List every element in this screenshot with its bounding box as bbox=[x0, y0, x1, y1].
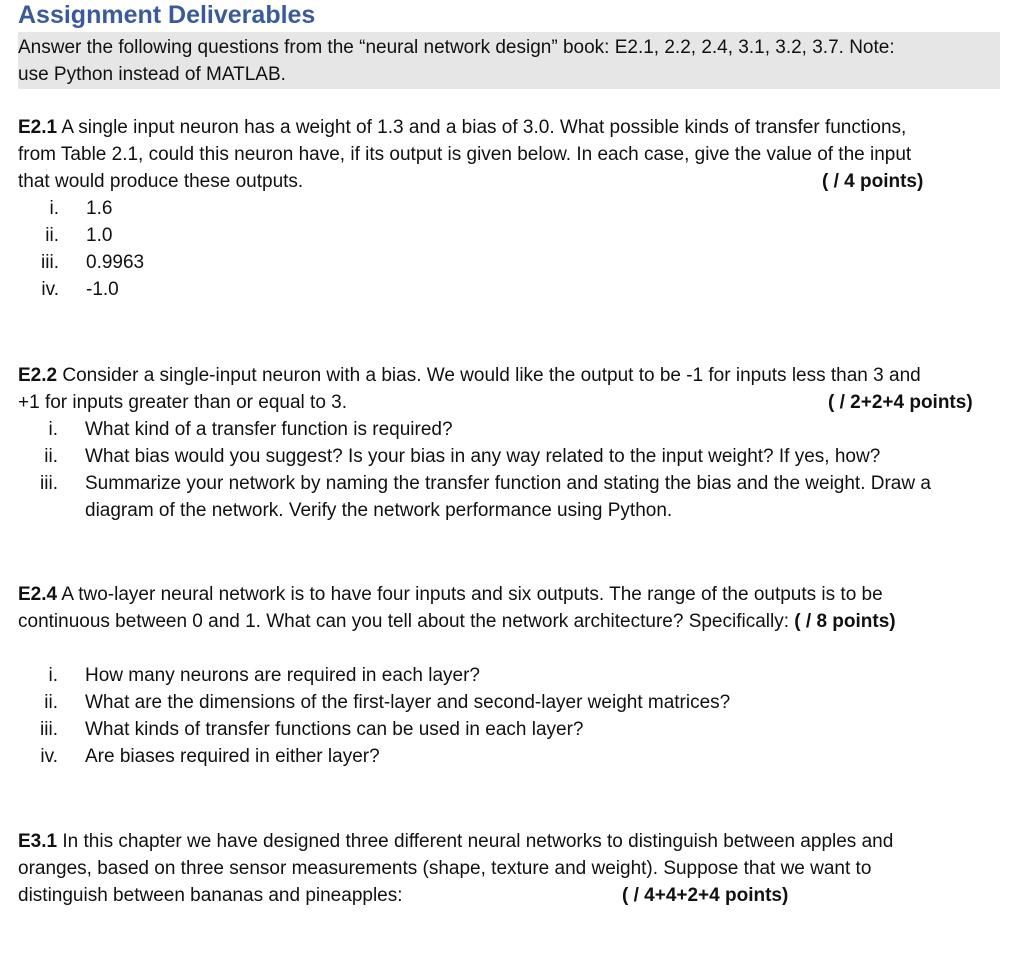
page-title: Assignment Deliverables bbox=[18, 1, 316, 29]
list-marker: iii. bbox=[40, 719, 58, 740]
list-item bbox=[18, 743, 1000, 770]
answer-options-list bbox=[18, 195, 1000, 303]
question-e3-1 bbox=[18, 828, 1000, 909]
question-e2-2-line-1 bbox=[18, 362, 1000, 389]
question-text: Consider a single-input neuron with a bias. We would like the output to be -1 for inputs less than 3 and bbox=[57, 365, 921, 386]
list-item bbox=[18, 416, 1000, 443]
list-item-text: 0.9963 bbox=[86, 252, 145, 273]
question-text: A single input neuron has a weight of 1.3 and a bias of 3.0. What possible kinds of transfer functions, bbox=[57, 117, 907, 138]
question-e3-1-line-2: oranges, based on three sensor measurements (shape, texture and weight). Suppose that we want to bbox=[18, 858, 872, 879]
sub-question-list bbox=[18, 662, 1000, 770]
list-marker: iv. bbox=[40, 746, 58, 767]
intro-box bbox=[18, 32, 1000, 89]
question-e3-1-line-3 bbox=[18, 882, 1000, 909]
question-text: In this chapter we have designed three different neural networks to distinguish between apples and bbox=[57, 831, 894, 852]
question-e2-1-line-1 bbox=[18, 114, 1000, 141]
list-item bbox=[18, 662, 1000, 689]
question-number: E2.4 bbox=[18, 584, 58, 605]
points-label: ( / 4 points) bbox=[822, 171, 924, 192]
list-item-text: What kinds of transfer functions can be used in each layer? bbox=[85, 719, 584, 740]
list-marker: iii. bbox=[40, 473, 58, 494]
list-item-text: What are the dimensions of the first-layer and second-layer weight matrices? bbox=[85, 692, 731, 713]
list-item bbox=[18, 222, 1000, 249]
list-item bbox=[18, 195, 1000, 222]
question-text: +1 for inputs greater than or equal to 3. bbox=[18, 392, 348, 413]
question-text: that would produce these outputs. bbox=[18, 171, 304, 192]
question-text: distinguish between bananas and pineapples: bbox=[18, 885, 403, 906]
question-text: continuous between 0 and 1. What can you tell about the network architecture? Specifically: bbox=[18, 611, 795, 632]
question-e2-4 bbox=[18, 581, 1000, 770]
list-item-text: 1.0 bbox=[86, 225, 113, 246]
list-item-text: Summarize your network by naming the transfer function and stating the bias and the weight. Draw a diagram of the network. Verify the network performance using Python. bbox=[85, 473, 931, 521]
question-number: E2.1 bbox=[18, 117, 58, 138]
list-item-text: 1.6 bbox=[86, 198, 113, 219]
question-e2-2-line-2 bbox=[18, 389, 1000, 416]
list-item bbox=[18, 276, 1000, 303]
intro-line-1: Answer the following questions from the “neural network design” book: E2.1, 2.2, 2.4, 3.1, 3.2, 3.7. Note: bbox=[18, 37, 895, 58]
list-item bbox=[18, 443, 1000, 470]
list-item-text: -1.0 bbox=[86, 279, 119, 300]
question-e2-1 bbox=[18, 114, 1000, 303]
list-marker: ii. bbox=[44, 692, 58, 713]
question-e2-4-line-1 bbox=[18, 581, 1000, 608]
sub-question-list bbox=[18, 416, 1000, 524]
question-e2-1-line-2: from Table 2.1, could this neuron have, if its output is given below. In each case, give the value of the input bbox=[18, 144, 912, 165]
list-marker: i. bbox=[48, 665, 58, 686]
question-text: A two-layer neural network is to have four inputs and six outputs. The range of the outputs is to be bbox=[57, 584, 883, 605]
list-marker: i. bbox=[49, 198, 59, 219]
points-label: ( / 2+2+4 points) bbox=[828, 392, 973, 413]
points-label: ( / 8 points) bbox=[794, 611, 896, 632]
list-marker: i. bbox=[48, 419, 58, 440]
list-item bbox=[18, 716, 1000, 743]
list-item-text: How many neurons are required in each layer? bbox=[85, 665, 480, 686]
list-item-text: What kind of a transfer function is required? bbox=[85, 419, 453, 440]
question-e2-4-line-2 bbox=[18, 608, 1000, 635]
question-e3-1-line-1 bbox=[18, 828, 1000, 855]
list-item-text: What bias would you suggest? Is your bias in any way related to the input weight? If yes, how? bbox=[85, 446, 881, 467]
question-e2-1-line-3 bbox=[18, 168, 1000, 195]
list-marker: ii. bbox=[45, 225, 59, 246]
list-marker: ii. bbox=[44, 446, 58, 467]
list-item bbox=[18, 470, 1000, 524]
points-label: ( / 4+4+2+4 points) bbox=[622, 885, 789, 906]
intro-line-2: use Python instead of MATLAB. bbox=[18, 64, 286, 85]
question-number: E3.1 bbox=[18, 831, 58, 852]
question-e2-2 bbox=[18, 362, 1000, 524]
list-item bbox=[18, 689, 1000, 716]
list-item bbox=[18, 249, 1000, 276]
list-marker: iv. bbox=[41, 279, 59, 300]
list-item-text: Are biases required in either layer? bbox=[85, 746, 380, 767]
list-marker: iii. bbox=[41, 252, 59, 273]
question-number: E2.2 bbox=[18, 365, 58, 386]
document-page bbox=[18, 0, 1000, 906]
